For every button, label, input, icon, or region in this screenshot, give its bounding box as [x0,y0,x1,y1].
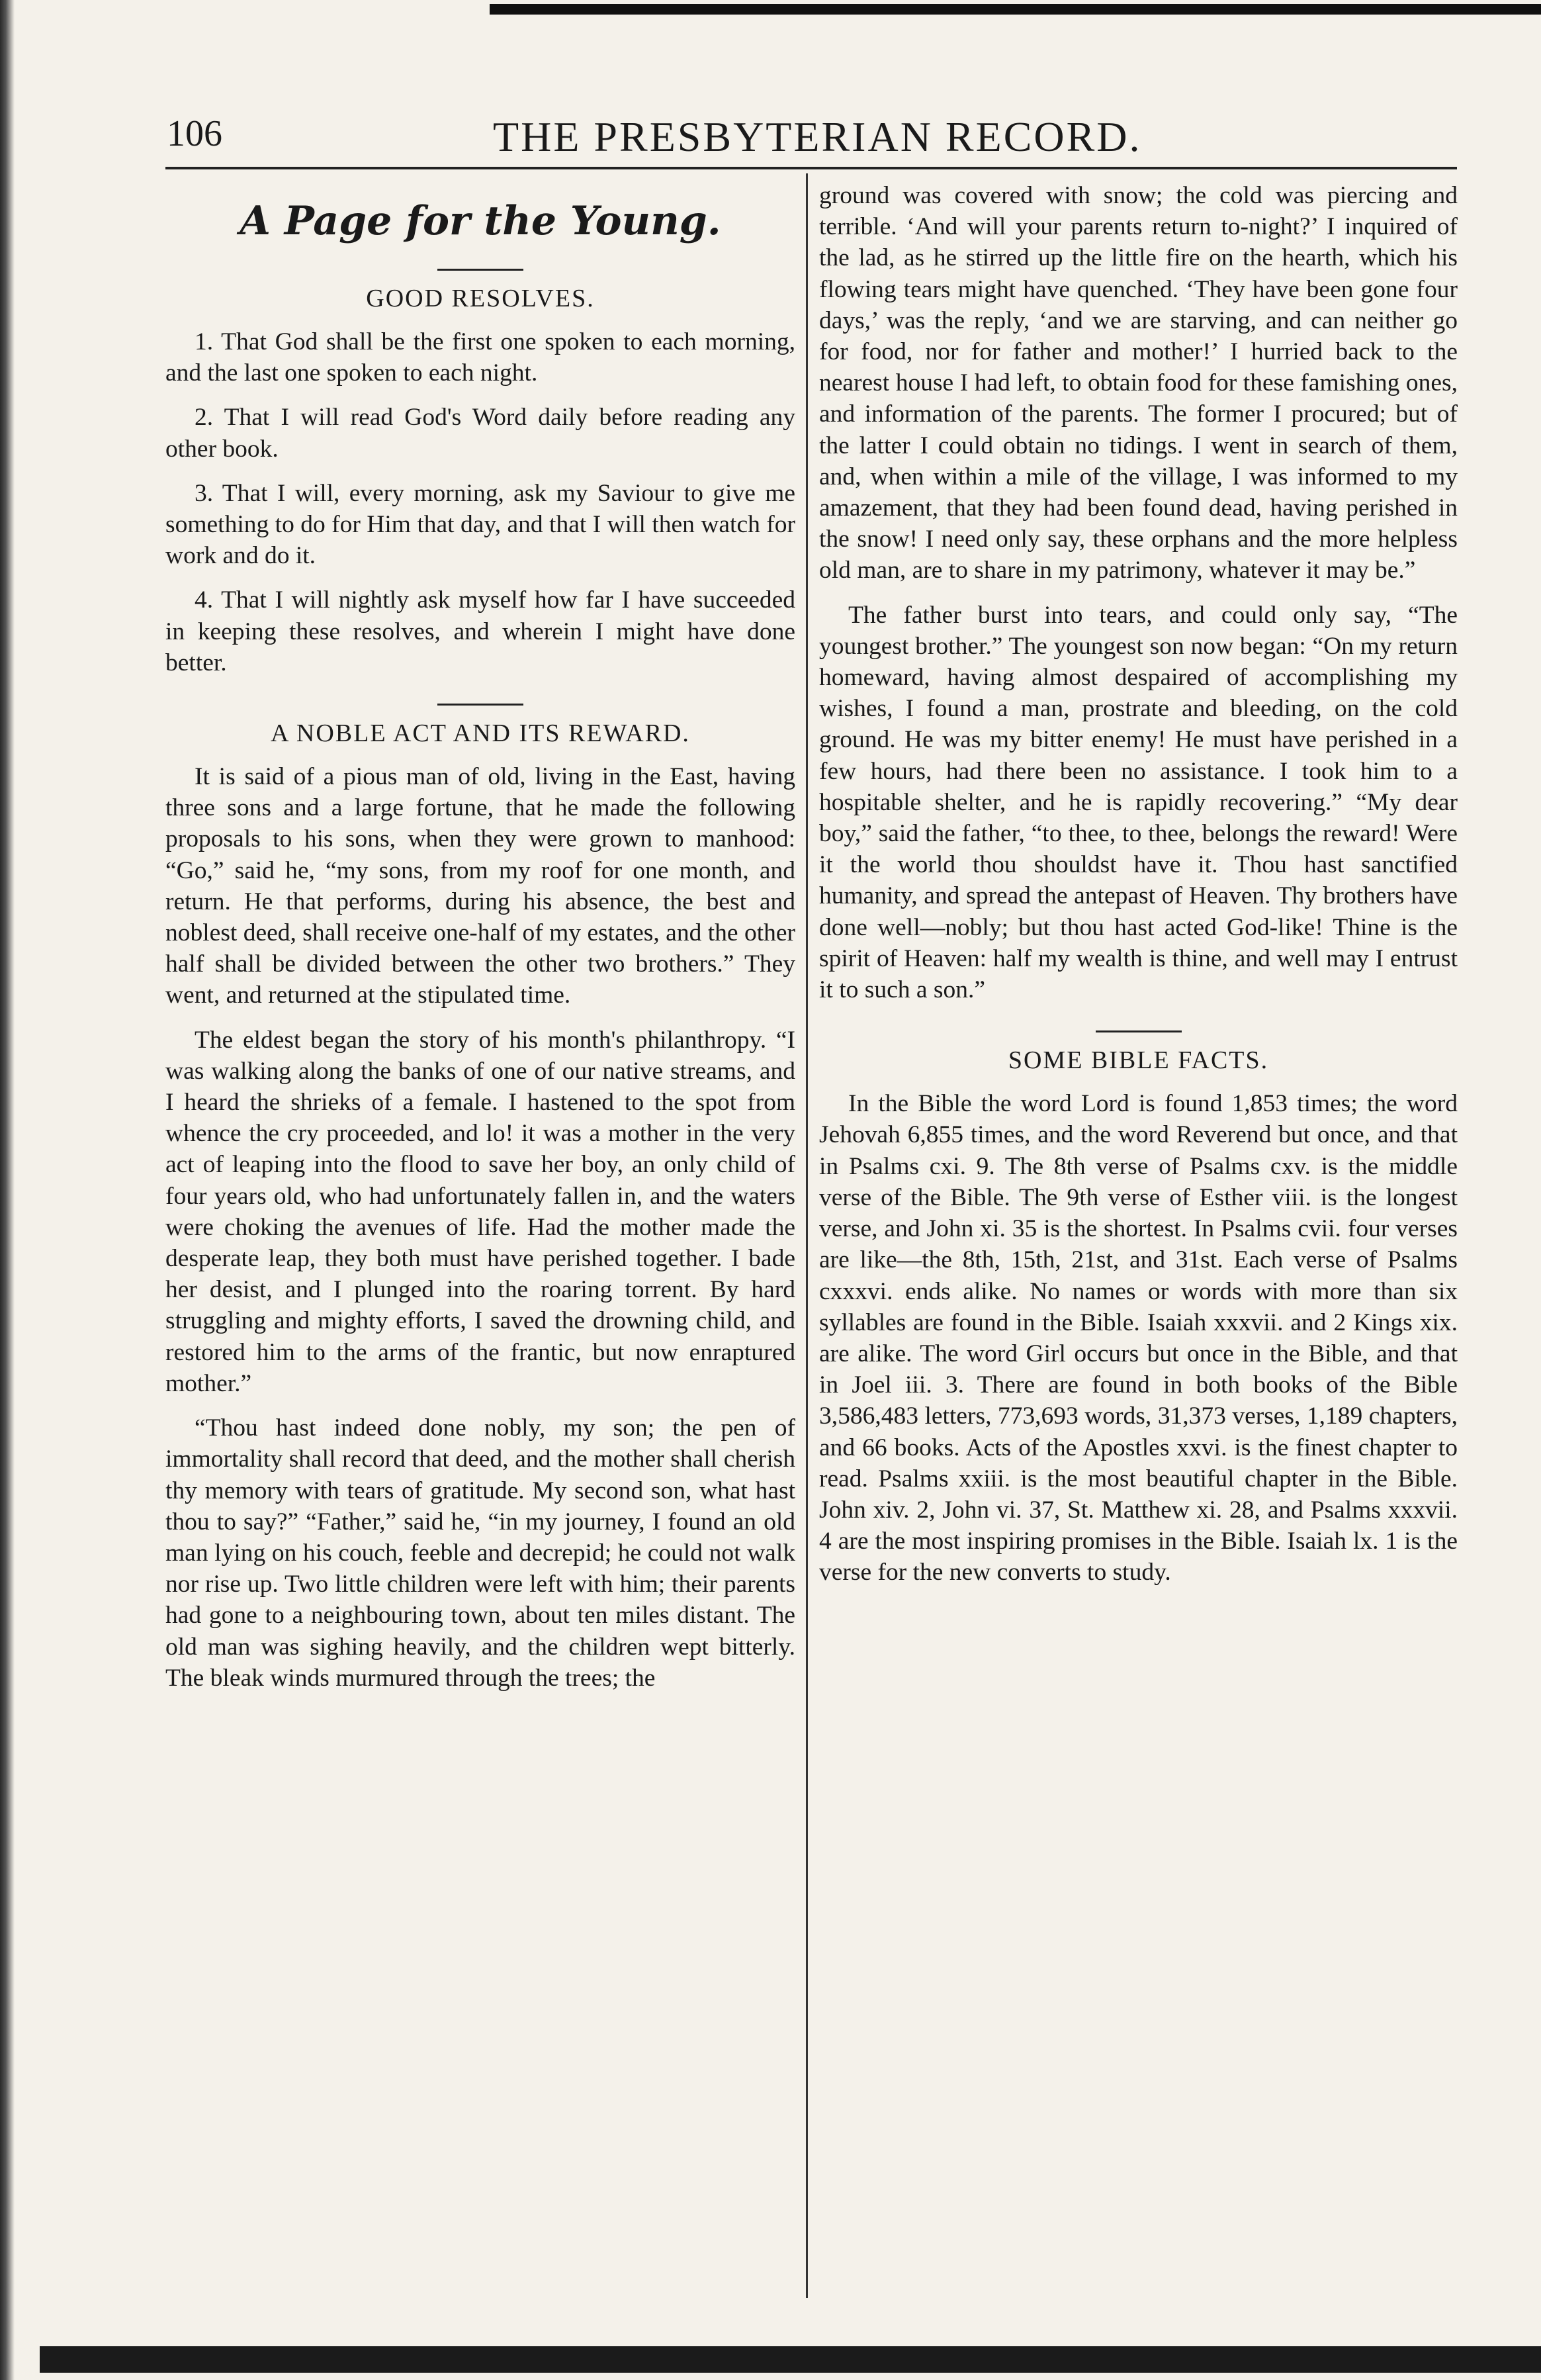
story-paragraph: The eldest began the story of his month's philanthropy. “I was walking along the banks of one of our native streams, and I heard the shrieks of a female. I hastened to the spot from whence the cry proceeded, and lo! it was a mother in the very act of leaping into the flood to save her boy, an only child of four years old, who had unfortunately fallen in, and the waters were choking the avenues of life. Had the mother made the desperate leap, they both must have perished together. I bade her desist, and I plunged into the roaring torrent. By hard struggling and mighty efforts, I saved the drowning child, and restored him to the arms of the frantic, but now enraptured mother.” [165,1026,795,1397]
noble-act-heading: A NOBLE ACT AND ITS REWARD. [271,719,690,748]
story-paragraph: It is said of a pious man of old, living in the East, having three sons and a large fortune, that he made the following proposals to his sons, when they were grown to manhood: “Go,” said he, “my sons, from my roof for one month, and return. He that performs, during his absence, the best and noblest deed, shall receive one-half of my estates, and the other half shall be divided between the other two brothers.” They went, and returned at the stipulated time. [165,763,795,1009]
story-paragraph: The father burst into tears, and could only say, “The youngest brother.” The youngest son now began: “On my return homeward, having almost despaired of accomplishing my wishes, I found a man, prostrate and bleeding, on the cold ground. He was my bitter enemy! He must have perished in a few hours, had there been no assistance. I took him to a hospitable shelter, and he is rapidly recovering.” “My dear boy,” said the father, “to thee, to thee, belongs the reward! Were it the world thou shouldst have it. Thou hast sanctified humanity, and spread the antepast of Heaven. Thy brothers have done well—nobly; but thou hast acted God-like! Thine is the spirit of Heaven: half my wealth is thine, and well may I entrust it to such a son.” [819,601,1458,1004]
resolve-item: 3. That I will, every morning, ask my Saviour to give me something to do for Him that day, and that I will then watch for work and do it. [165,479,795,570]
column-divider [806,173,808,2298]
story-paragraph: ground was covered with snow; the cold was piercing and terrible. ‘And will your parents return to-night?’ I inquired of the lad, as he stirred up the little fire on the hearth, which his flowing tears might have quenched. ‘They have been gone four days,’ was the reply, ‘and we are starving, and can neither go for food, nor for father and mother!’ I hurried back to the nearest house I had left, to obtain food for these famishing ones, and information of the parents. The former I procured; but of the latter I could obtain no tidings. I went in search of them, and, when within a mile of the village, I was informed to my amazement, that they had been found dead, having perished in the snow! I need only say, these orphans and the more helpless old man, are to share in my patrimony, whatever it may be.” [819,182,1458,584]
resolve-item: 1. That God shall be the first one spoken to each morning, and the last one spoken to each night. [165,328,795,387]
resolve-item: 4. That I will nightly ask myself how far I have succeeded in keeping these resolves, and wherein I might have done better. [165,586,795,676]
resolve-item: 2. That I will read God's Word daily before reading any other book. [165,404,795,463]
header-rule [165,167,1457,169]
right-column [819,180,1458,1588]
bottom-border-rule [40,2346,1541,2373]
section-title: A Page for the Young. [240,198,721,244]
section-rule [437,269,523,271]
page-edge-shadow [0,0,15,2380]
page-number: 106 [167,113,222,154]
top-border-rule [490,4,1541,15]
story-paragraph: “Thou hast indeed done nobly, my son; the pen of immortality shall record that deed, and the mother shall cherish thy memory with tears of gratitude. My second son, what hast thou to say?” “Father,” said he, “in my journey, I found an old man lying on his couch, feeble and decrepid; he could not walk nor rise up. Two little children were left with him; their parents had gone to a neighbouring town, about ten miles distant. The old man was sighing heavily, and the children wept bitterly. The bleak winds murmured through the trees; the [165,1414,795,1692]
section-rule [437,704,523,706]
left-column [165,180,795,1694]
bible-facts-heading: SOME BIBLE FACTS. [1008,1046,1269,1075]
journal-title: THE PRESBYTERIAN RECORD. [493,113,1142,160]
good-resolves-heading: GOOD RESOLVES. [366,285,595,312]
running-head [0,113,1541,165]
bible-facts-paragraph: In the Bible the word Lord is found 1,853 times; the word Jehovah 6,855 times, and the word Reverend but once, and that in Psalms cxi. 9. The 8th verse of Psalms cxv. is the middle verse of the Bible. The 9th verse of Esther viii. is the longest verse, and John xi. 35 is the shortest. In Psalms cvii. four verses are like—the 8th, 15th, 21st, and 31st. Each verse of Psalms cxxxvi. ends alike. No names or words with more than six syllables are found in the Bible. Isaiah xxxvii. and 2 Kings xix. are alike. The word Girl occurs but once in the Bible, and that in Joel iii. 3. There are found in both books of the Bible 3,586,483 letters, 773,693 words, 31,373 verses, 1,189 chapters, and 66 books. Acts of the Apostles xxvi. is the finest chapter to read. Psalms xxiii. is the most beautiful chapter in the Bible. John xiv. 2, John vi. 37, St. Matthew xi. 28, and Psalms xxxvii. 4 are the most inspiring promises in the Bible. Isaiah lx. 1 is the verse for the new converts to study. [819,1090,1458,1586]
section-rule [1096,1030,1182,1032]
